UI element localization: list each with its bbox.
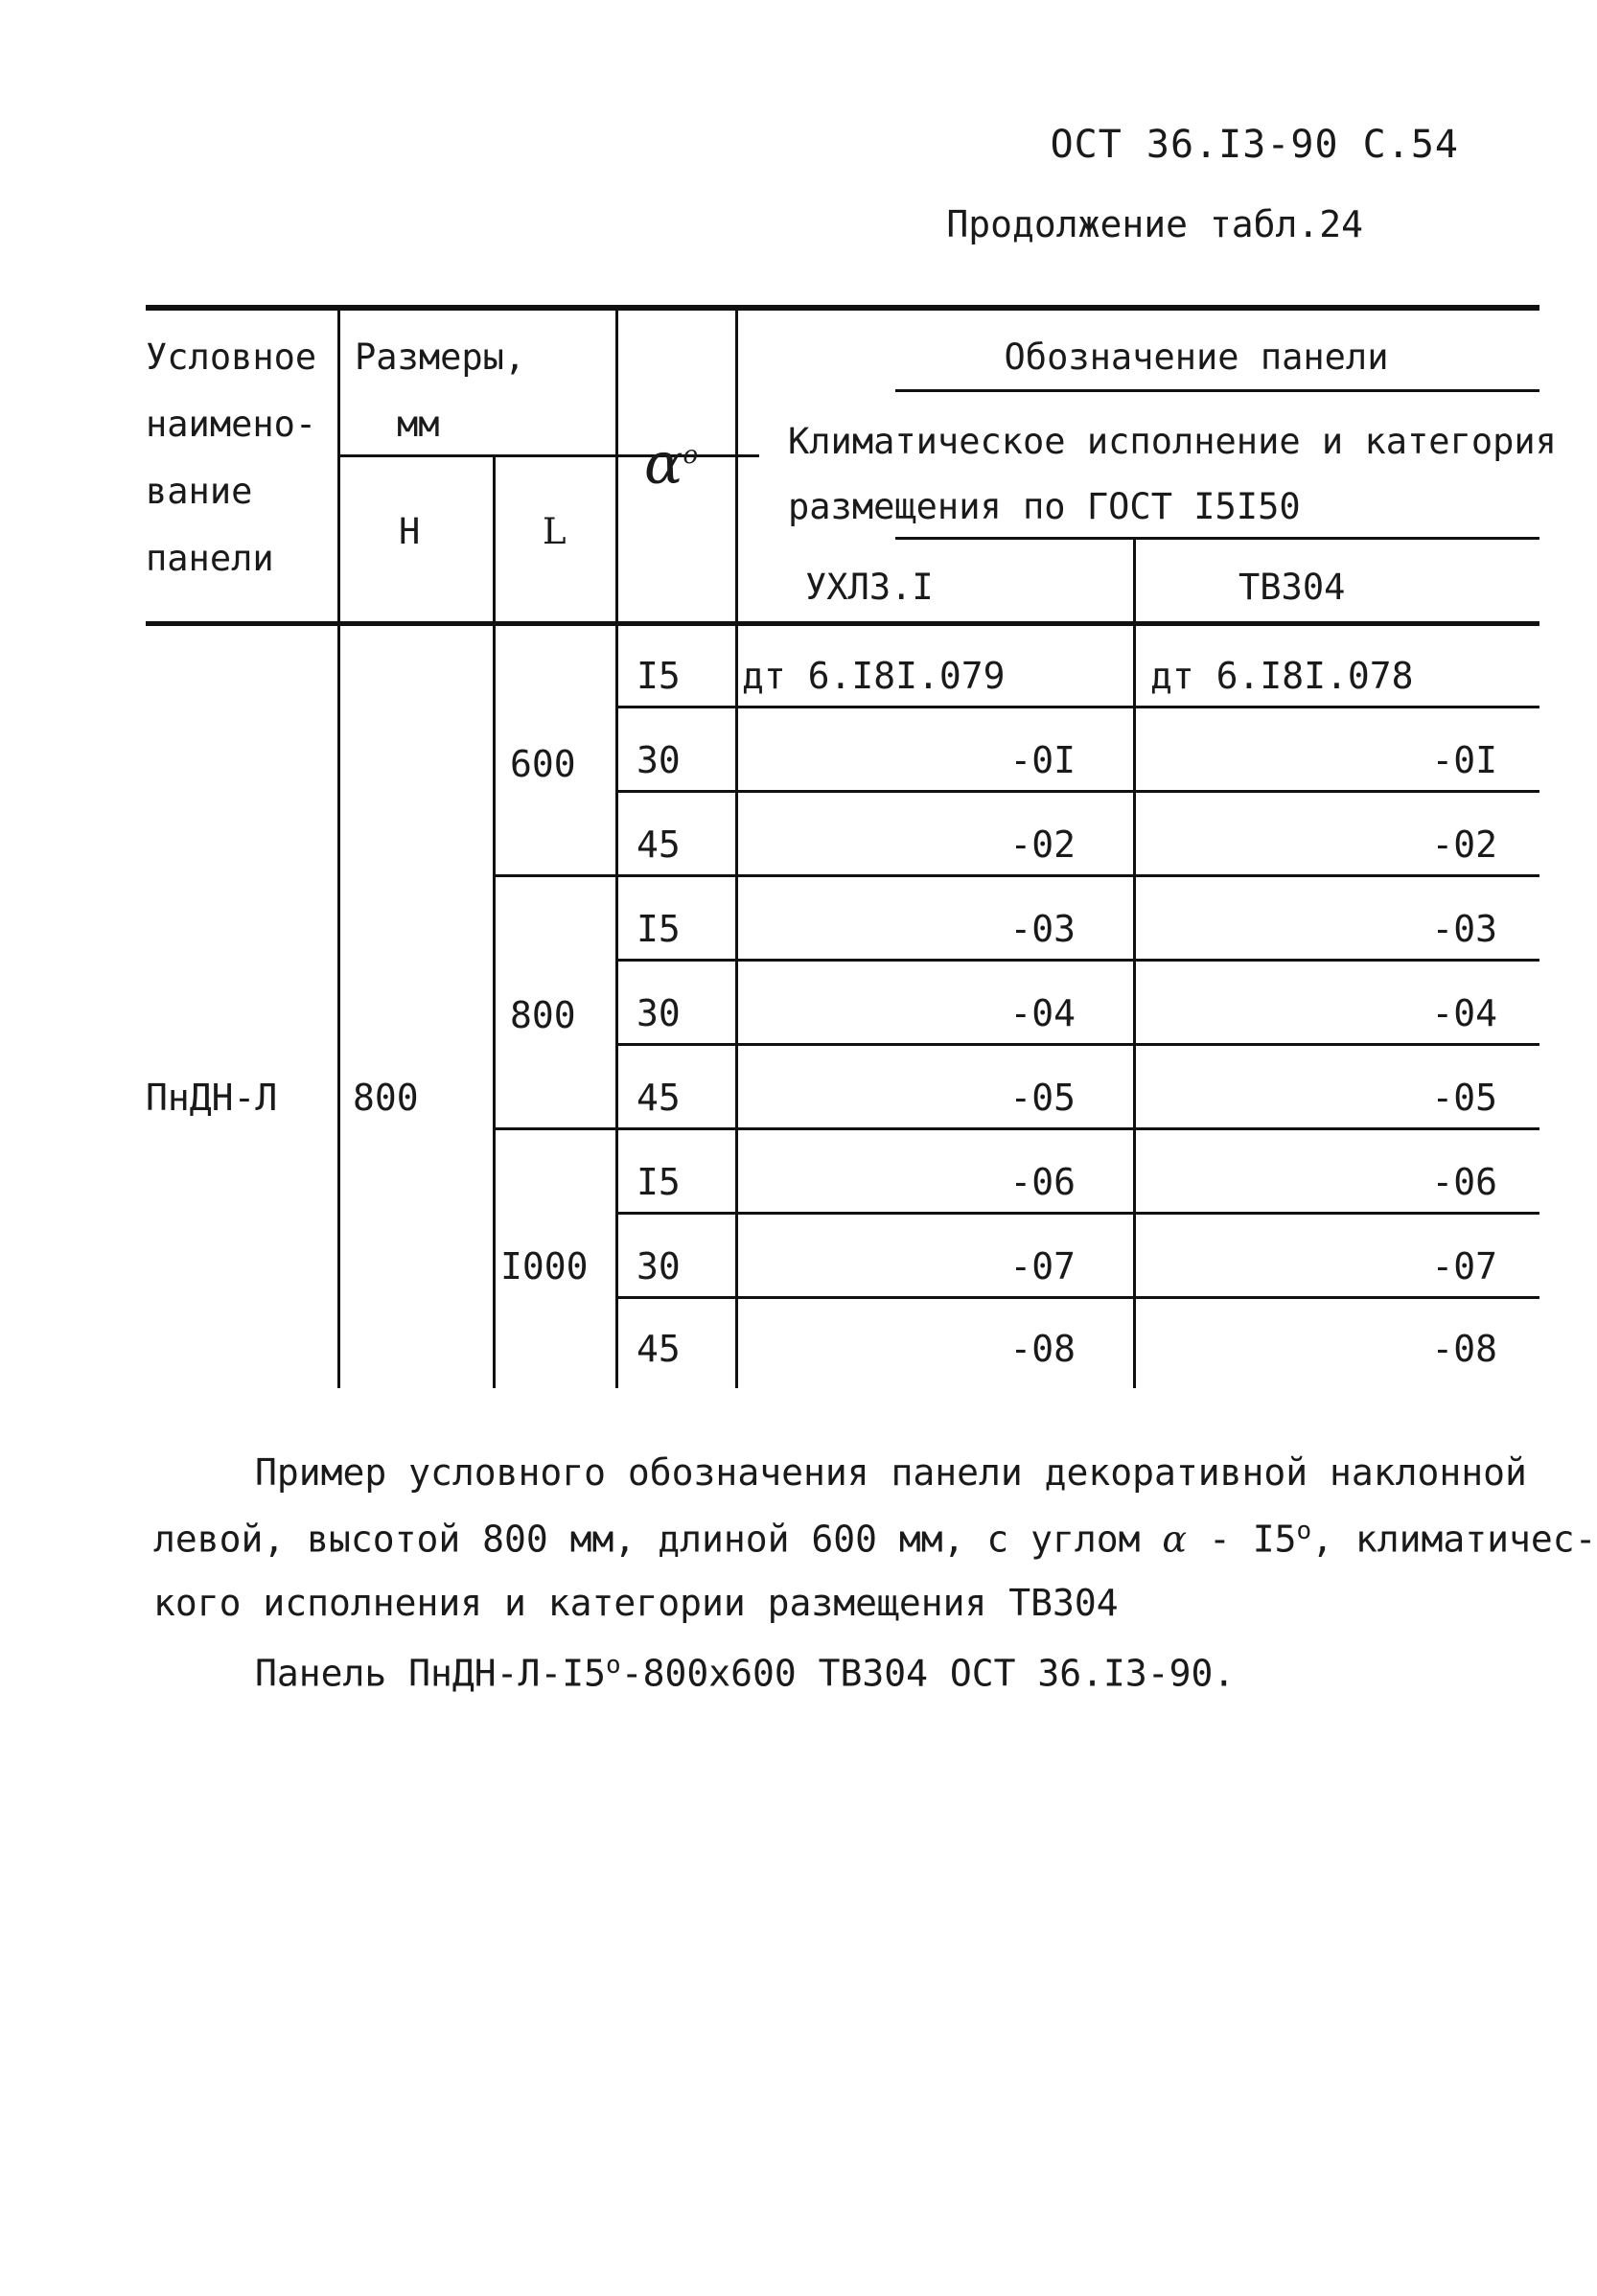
row-uhl: -02 <box>1009 823 1076 866</box>
header-alpha <box>644 430 699 498</box>
header-climate-line1: Климатическое исполнение и категория <box>788 421 1557 462</box>
header-uhl: УХЛЗ.I <box>805 567 934 608</box>
panel-name: ПнДН-Л <box>146 1077 278 1119</box>
row-tv: -05 <box>1431 1077 1497 1119</box>
row-rule <box>615 1296 1539 1299</box>
header-name-line: панели <box>146 538 274 579</box>
row-uhl: -0I <box>1009 739 1076 781</box>
row-tv: -07 <box>1431 1245 1497 1287</box>
row-tv: -0I <box>1431 739 1497 781</box>
row-alpha: I5 <box>636 908 681 950</box>
row-alpha: 30 <box>636 992 681 1034</box>
length-value: 800 <box>510 994 576 1036</box>
row-rule <box>615 790 1539 793</box>
row-tv: -03 <box>1431 908 1497 950</box>
degree-mark: о <box>606 1651 621 1680</box>
example-line-2 <box>153 1517 1597 1561</box>
row-alpha: 45 <box>636 1328 681 1370</box>
row-tv: дт 6.I8I.078 <box>1150 655 1414 697</box>
length-value: 600 <box>510 743 576 785</box>
row-tv: -06 <box>1431 1161 1497 1203</box>
example-line-4-part-a: Панель ПнДН-Л-I5 <box>255 1652 607 1695</box>
height-value: 800 <box>353 1077 419 1119</box>
row-tv: -08 <box>1431 1328 1497 1370</box>
row-alpha: 45 <box>636 1077 681 1119</box>
row-uhl: дт 6.I8I.079 <box>742 655 1006 697</box>
row-rule <box>493 874 1539 877</box>
degree-mark: о <box>683 441 699 470</box>
example-line-4-part-b: -800х600 ТВ304 ОСТ 36.I3-90. <box>620 1652 1236 1695</box>
row-rule <box>615 1043 1539 1046</box>
row-uhl: -08 <box>1009 1328 1076 1370</box>
header-dimensions-unit: мм <box>397 404 440 445</box>
row-alpha: 45 <box>636 823 681 866</box>
example-line-2-part-a: левой, высотой 800 мм, длиной 600 мм, с углом <box>153 1518 1163 1561</box>
table-top-rule <box>146 305 1539 311</box>
header-name-line: вание <box>146 471 253 512</box>
degree-mark: о <box>1296 1517 1312 1545</box>
example-line-4 <box>255 1651 1235 1695</box>
alpha-symbol: α <box>644 430 683 498</box>
row-tv: -04 <box>1431 992 1497 1034</box>
header-tv: ТВ304 <box>1238 567 1346 608</box>
vrule-2 <box>493 454 496 1388</box>
vrule-5 <box>1133 537 1136 1388</box>
header-l: L <box>543 511 567 552</box>
row-alpha: I5 <box>636 1161 681 1203</box>
header-dimensions: Размеры, <box>355 336 526 378</box>
rule-climate <box>895 537 1539 540</box>
example-line-3: кого исполнения и категории размещения ТВ304 <box>153 1582 1119 1624</box>
row-alpha: 30 <box>636 1245 681 1287</box>
example-line-1: Пример условного обозначения панели декоративной наклонной <box>255 1451 1527 1494</box>
row-uhl: -04 <box>1009 992 1076 1034</box>
alpha-symbol: α <box>1162 1518 1188 1561</box>
data-table <box>146 305 1557 1388</box>
row-rule <box>615 706 1539 708</box>
row-uhl: -03 <box>1009 908 1076 950</box>
vrule-3 <box>615 305 618 1388</box>
length-value: I000 <box>500 1245 589 1287</box>
header-designation: Обозначение панели <box>1004 336 1389 378</box>
rule-designation <box>895 389 1539 392</box>
header-name-line: Условное <box>146 336 317 378</box>
header-h: Н <box>399 511 421 552</box>
row-uhl: -05 <box>1009 1077 1076 1119</box>
row-rule <box>493 1127 1539 1130</box>
example-line-2-part-c: , климатичес- <box>1311 1518 1597 1561</box>
row-rule <box>615 1212 1539 1215</box>
row-alpha: 30 <box>636 739 681 781</box>
example-line-2-part-b: - I5 <box>1187 1518 1297 1561</box>
table-caption: Продолжение табл.24 <box>946 203 1363 245</box>
rule-header-bottom <box>146 621 1539 626</box>
vrule-4 <box>735 305 738 1388</box>
header-name-line: наимено- <box>146 404 317 445</box>
vrule-1 <box>337 305 340 1388</box>
page-header: ОСТ 36.I3-90 С.54 <box>1050 123 1459 167</box>
row-uhl: -06 <box>1009 1161 1076 1203</box>
row-alpha: I5 <box>636 655 681 697</box>
row-rule <box>615 959 1539 962</box>
row-tv: -02 <box>1431 823 1497 866</box>
header-climate-line2: размещения по ГОСТ I5I50 <box>788 486 1301 527</box>
row-uhl: -07 <box>1009 1245 1076 1287</box>
